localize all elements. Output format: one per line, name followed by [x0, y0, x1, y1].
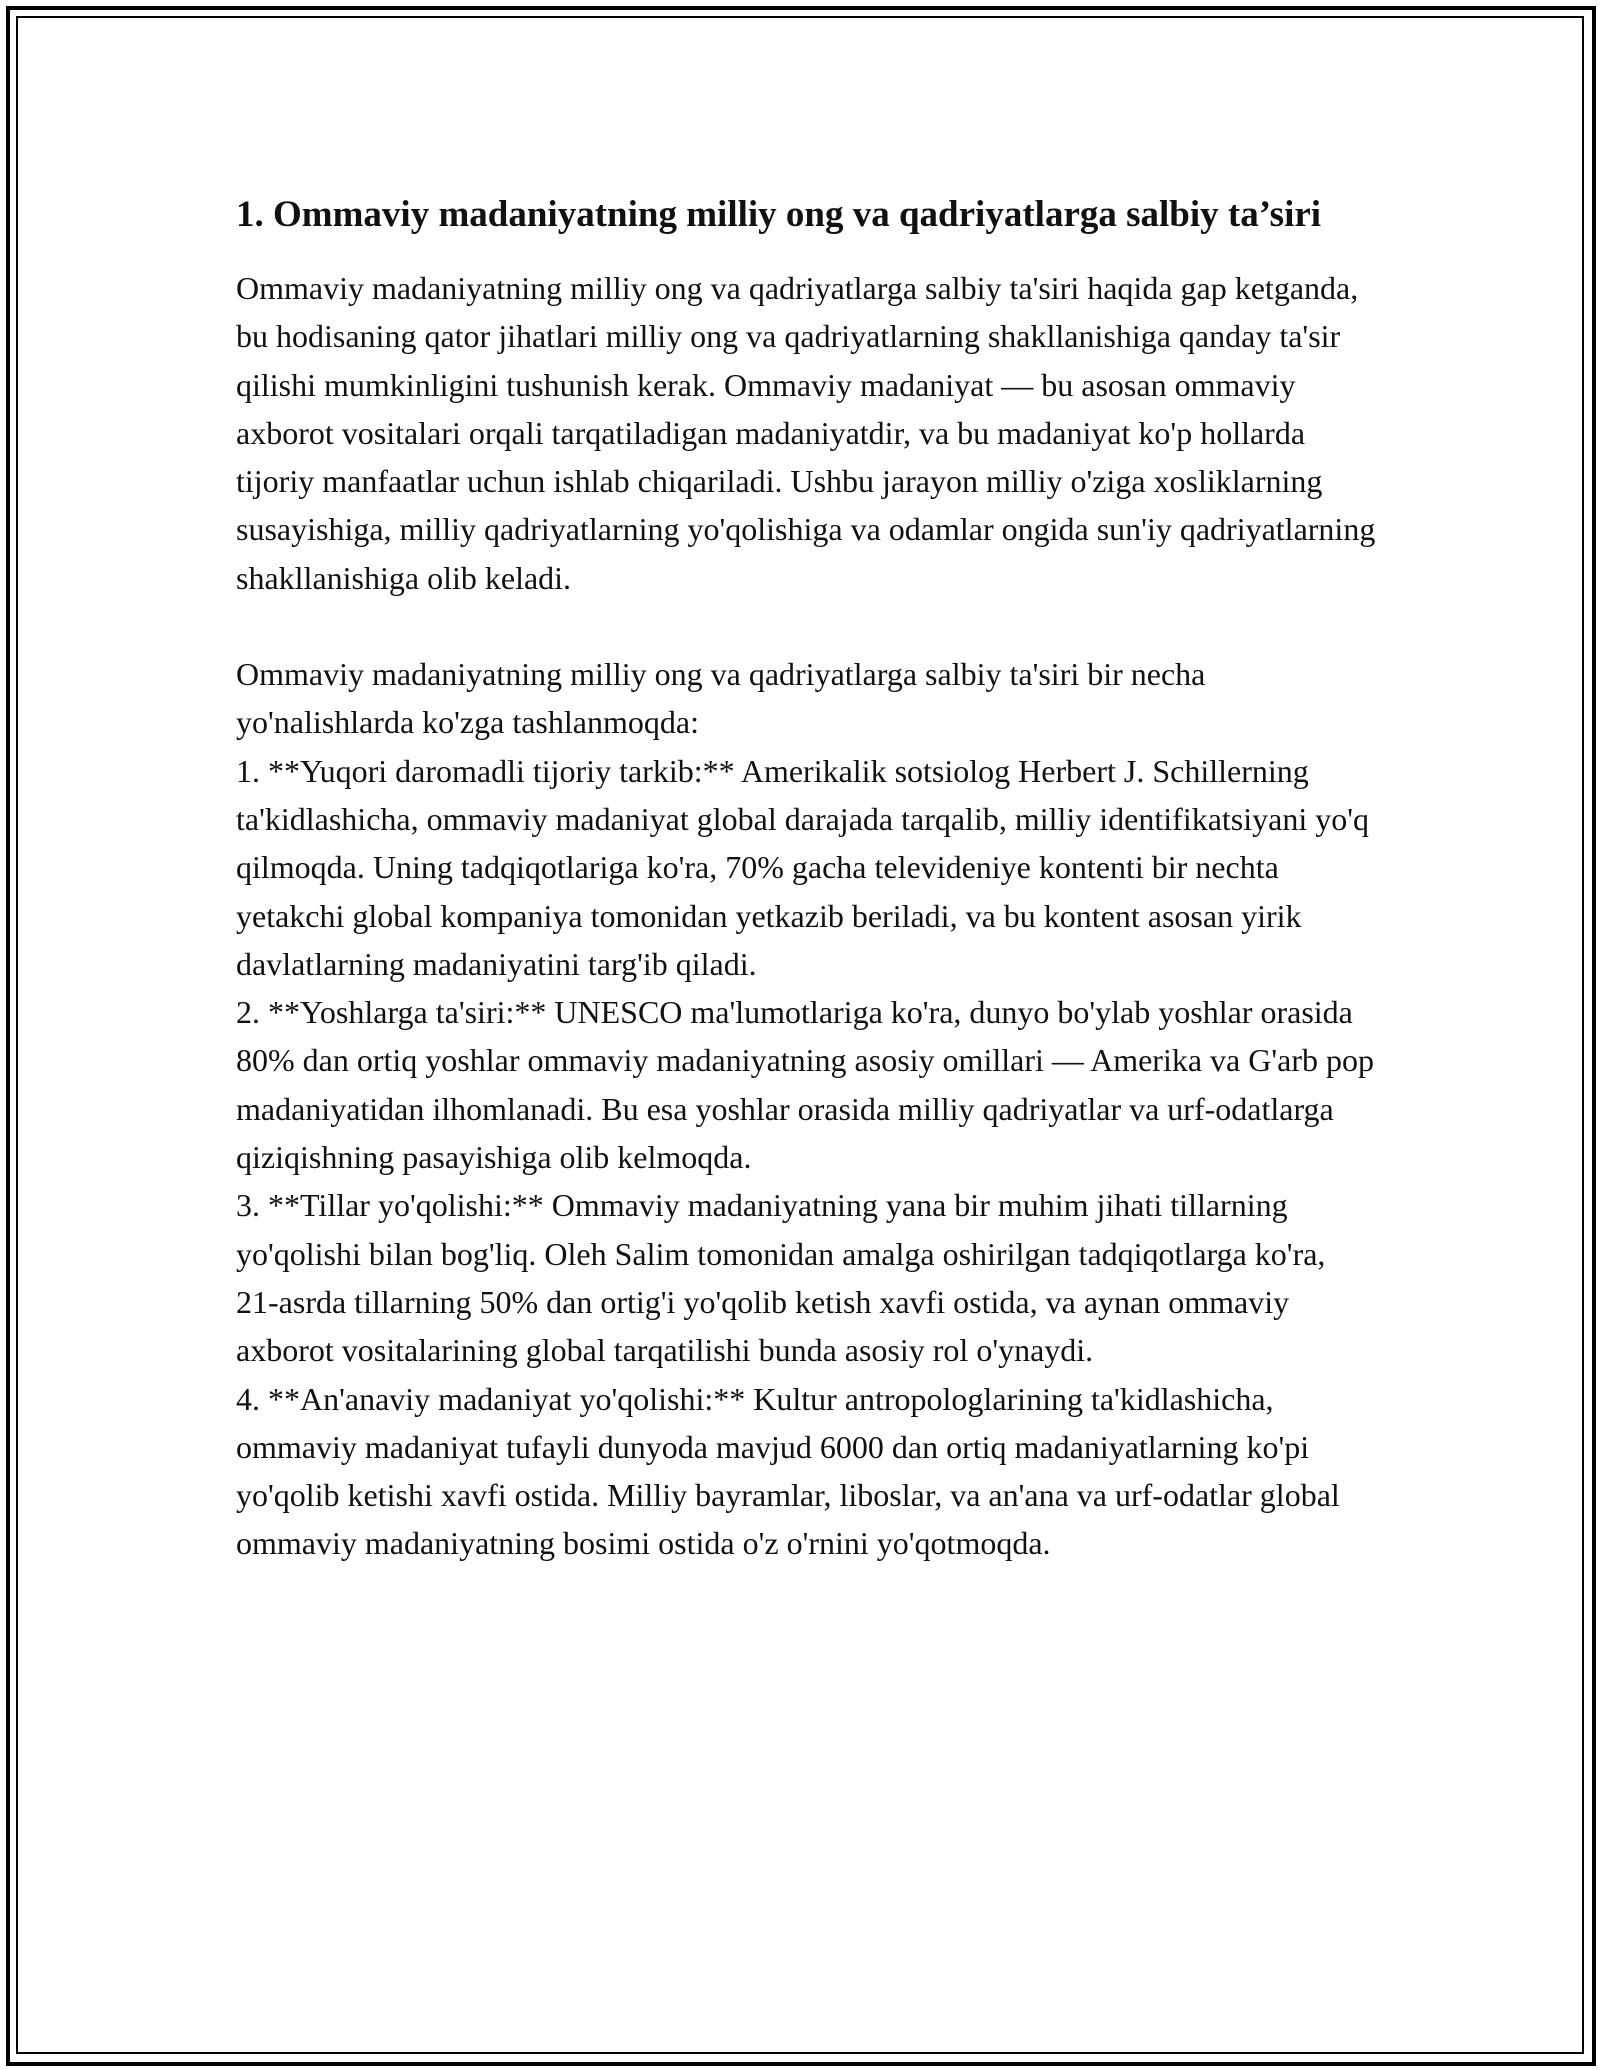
list-item-youth-impact: 2. **Yoshlarga ta'siri:** UNESCO ma'lumotlariga ko'ra, dunyo bo'ylab yoshlar orasida 80% dan ortiq yoshlar ommaviy madaniyatning asosiy omillari — Amerika va G'arb pop madaniyatidan ilhomlanadi. Bu esa yoshlar orasida milliy qadriyatlar va urf-odatlarga qiziqishning pasayishiga olib kelmoqda.	[236, 994, 1374, 1176]
list-item-language-loss: 3. **Tillar yo'qolishi:** Ommaviy madaniyatning yana bir muhim jihati tillarning yo'qolishi bilan bog'liq. Oleh Salim tomonidan amalga oshirilgan tadqiqotlarga ko'ra, 21-asrda tillarning 50% dan ortig'i yo'qolib ketish xavfi ostida, va aynan ommaviy axborot vositalarining global tarqatilishi bunda asosiy rol o'ynaydi.	[236, 1187, 1326, 1369]
section-title: 1. Ommaviy madaniyatning milliy ong va qadriyatlarga salbiy ta’siri	[236, 194, 1322, 235]
list-item-traditional-culture-loss: 4. **An'anaviy madaniyat yo'qolishi:** Kultur antropologlarining ta'kidlashicha, ommaviy madaniyat tufayli dunyoda mavjud 6000 dan ortiq madaniyatlarning ko'pi yo'qolib ketishi xavfi ostida. Milliy bayramlar, liboslar, va an'ana va urf-odatlar global ommaviy madaniyatning bosimi ostida o'z o'rnini yo'qotmoqda.	[236, 1380, 1340, 1562]
paragraph-intro: Ommaviy madaniyatning milliy ong va qadriyatlarga salbiy ta'siri haqida gap ketganda, bu hodisaning qator jihatlari milliy ong va qadriyatlarning shakllanishiga qanday ta'sir qilishi mumkinligini tushunish kerak. Ommaviy madaniyat — bu asosan ommaviy axborot vositalari orqali tarqatiladigan madaniyatdir, va bu madaniyat ko'p hollarda tijoriy manfaatlar uchun ishlab chiqariladi. Ushbu jarayon milliy o'ziga xosliklarning susayishiga, milliy qadriyatlarning yo'qolishiga va odamlar ongida sun'iy qadriyatlarning shakllanishiga olib keladi.	[236, 270, 1376, 596]
paragraph-directions: Ommaviy madaniyatning milliy ong va qadriyatlarga salbiy ta'siri bir necha yo'nalishlarda ko'zga tashlanmoqda:	[236, 656, 1206, 741]
document-body	[236, 188, 1376, 1568]
list-item-commercial-content: 1. **Yuqori daromadli tijoriy tarkib:** Amerikalik sotsiolog Herbert J. Schillerning ta'kidlashicha, ommaviy madaniyat global darajada tarqalib, milliy identifikatsiyani yo'q qilmoqda. Uning tadqiqotlariga ko'ra, 70% gacha televideniye kontenti bir nechta yetakchi global kompaniya tomonidan yetkazib beriladi, va bu kontent asosan yirik davlatlarning madaniyatini targ'ib qiladi.	[236, 752, 1369, 982]
